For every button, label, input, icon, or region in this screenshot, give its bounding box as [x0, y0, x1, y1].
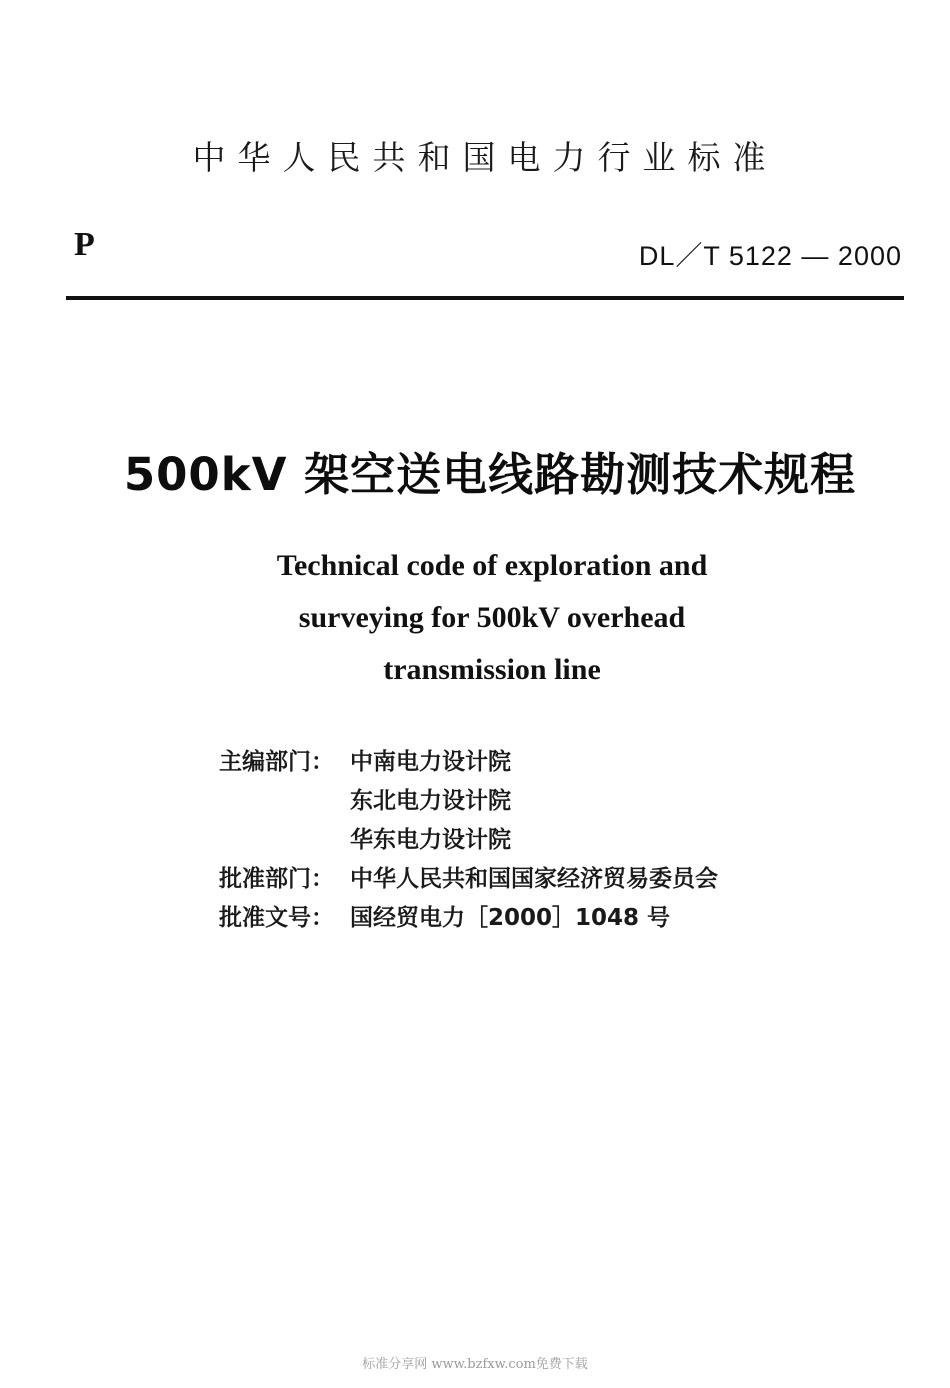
category-letter: P — [74, 226, 95, 263]
doc-number-row — [219, 896, 718, 935]
english-title-line: surveying for 500kV overhead — [298, 601, 686, 634]
english-title-line: Technical code of exploration and — [276, 549, 708, 582]
editor-label: 主编部门： — [219, 749, 334, 775]
doc-number: 国经贸电力［2000］1048 号 — [350, 905, 671, 931]
editor-name: 华东电力设计院 — [350, 827, 511, 853]
editor-row — [219, 740, 718, 779]
editor-name: 中南电力设计院 — [350, 749, 511, 775]
editor-name: 东北电力设计院 — [350, 788, 511, 814]
document-title-english — [0, 540, 950, 696]
standard-heading: 中华人民共和国电力行业标准 — [192, 138, 778, 177]
editor-row — [219, 779, 718, 818]
footer-watermark: 标准分享网 www.bzfxw.com免费下载 — [362, 1357, 588, 1372]
standard-number: DL／T 5122 — 2000 — [638, 241, 902, 271]
document-metadata — [219, 740, 718, 935]
approver-name: 中华人民共和国国家经济贸易委员会 — [350, 866, 718, 892]
document-title-chinese: 500kV 架空送电线路勘测技术规程 — [123, 448, 857, 501]
english-title-line: transmission line — [383, 653, 601, 686]
header-divider — [66, 296, 904, 300]
approver-row — [219, 857, 718, 896]
approver-label: 批准部门： — [219, 866, 334, 892]
doc-number-label: 批准文号： — [219, 905, 334, 931]
editor-row — [219, 818, 718, 857]
